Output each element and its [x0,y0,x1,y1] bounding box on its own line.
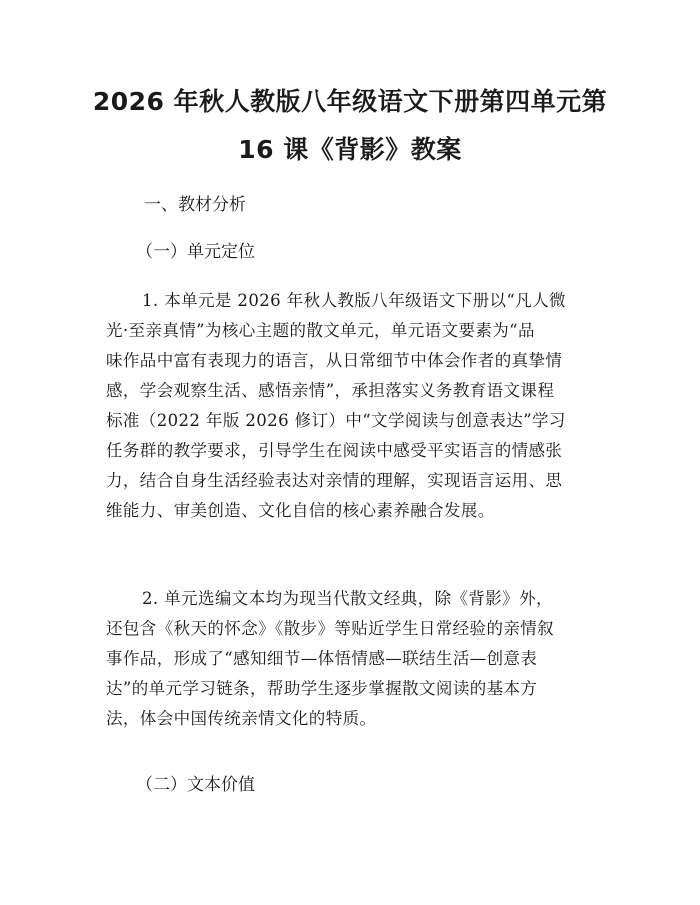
paragraph-line: 标准（2022 年版 2026 修订）中“文学阅读与创意表达”学习 [106,411,566,430]
paragraph-line: 味作品中富有表现力的语言，从日常细节中体会作者的真挚情 [106,351,563,370]
paragraph-2 [106,584,606,734]
paragraph-line: 感，学会观察生活、感悟亲情”，承担落实义务教育语文课程 [106,381,555,400]
paragraph-line: 任务群的教学要求，引导学生在阅读中感受平实语言的情感张 [106,441,563,460]
paragraph-line: 达”的单元学习链条，帮助学生逐步掌握散文阅读的基本方 [106,679,538,698]
paragraph-line: 2. 单元选编文本均为现当代散文经典，除《背影》外， [142,589,553,608]
section-heading-teaching-material-analysis: 一、教材分析 [144,195,246,215]
paragraph-line: 法，体会中国传统亲情文化的特质。 [106,709,377,728]
subsection-heading-text-value: （二）文本价值 [136,775,255,795]
paragraph-1 [106,286,606,526]
document-title-line-1: 2026 年秋人教版八年级语文下册第四单元第 [92,87,608,116]
paragraph-line: 事作品，形成了“感知细节—体悟情感—联结生活—创意表 [106,649,538,668]
paragraph-line: 光·至亲真情”为核心主题的散文单元，单元语文要素为“品 [106,321,535,340]
document-title-line-2: 16 课《背影》教案 [238,135,462,164]
paragraph-line: 维能力、审美创造、文化自信的核心素养融合发展。 [106,501,495,520]
subsection-heading-unit-positioning: （一）单元定位 [136,242,255,262]
paragraph-line: 还包含《秋天的怀念》《散步》等贴近学生日常经验的亲情叙 [106,619,555,638]
paragraph-line: 力，结合自身生活经验表达对亲情的理解，实现语言运用、思 [106,471,563,490]
paragraph-line: 1. 本单元是 2026 年秋人教版八年级语文下册以“凡人微 [142,291,566,310]
